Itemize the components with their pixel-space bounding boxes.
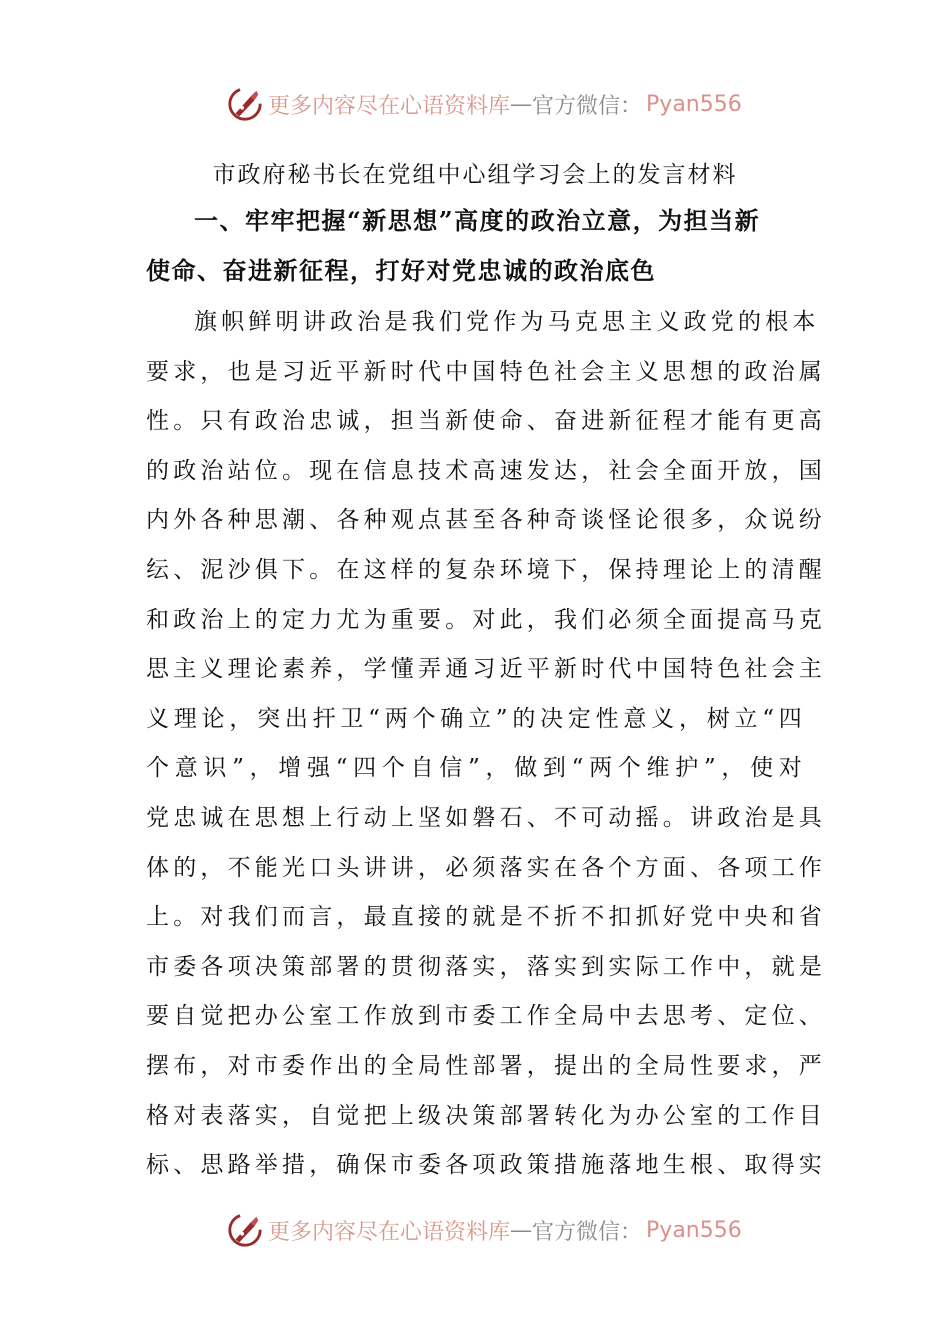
body-line: 体的，不能光口头讲讲，必须落实在各个方面、各项工作 xyxy=(146,854,826,881)
body-line: 党忠诚在思想上行动上坚如磐石、不可动摇。讲政治是具 xyxy=(146,804,826,831)
body-line: 市委各项决策部署的贯彻落实，落实到实际工作中，就是 xyxy=(146,953,826,980)
banner-dash: — xyxy=(510,1217,533,1243)
quill-pen-logo-icon xyxy=(226,1211,264,1249)
body-line: 格对表落实，自觉把上级决策部署转化为办公室的工作目 xyxy=(146,1102,826,1129)
heading-line: 一、牢牢把握“新思想”高度的政治立意，为担当新 xyxy=(194,206,761,235)
body-line: 上。对我们而言，最直接的就是不折不扣抓好党中央和省 xyxy=(146,904,826,931)
body-line: 摆布，对市委作出的全局性部署，提出的全局性要求，严 xyxy=(146,1052,826,1079)
body-line: 个意识”，增强“四个自信”，做到“两个维护”，使对 xyxy=(146,755,806,782)
body-line: 纭、泥沙俱下。在这样的复杂环境下，保持理论上的清醒 xyxy=(146,556,826,583)
body-line: 要求，也是习近平新时代中国特色社会主义思想的政治属 xyxy=(146,358,826,385)
body-paragraph xyxy=(146,298,826,1191)
banner-wechat-id: Pyan556 xyxy=(646,1217,742,1243)
body-line: 标、思路举措，确保市委各项政策措施落地生根、取得实 xyxy=(146,1152,826,1179)
section-heading xyxy=(146,196,811,296)
watermark-banner-bottom xyxy=(226,1210,742,1250)
body-line: 义理论，突出扞卫“两个确立”的决定性意义，树立“四 xyxy=(146,705,806,732)
body-line: 旗帜鲜明讲政治是我们党作为马克思主义政党的根本 xyxy=(194,309,820,335)
banner-wechat-id: Pyan556 xyxy=(646,91,742,117)
banner-dash: — xyxy=(510,91,533,117)
body-line: 的政治站位。现在信息技术高速发达，社会全面开放，国 xyxy=(146,457,826,484)
watermark-banner-top xyxy=(226,84,742,124)
heading-line: 使命、奋进新征程，打好对党忠诚的政治底色 xyxy=(146,256,656,285)
body-line: 思主义理论素养，学懂弄通习近平新时代中国特色社会主 xyxy=(146,656,826,683)
body-line: 内外各种思潮、各种观点甚至各种奇谈怪论很多，众说纷 xyxy=(146,507,826,534)
quill-pen-logo-icon xyxy=(226,85,264,123)
body-line: 性。只有政治忠诚，担当新使命、奋进新征程才能有更高 xyxy=(146,408,826,435)
banner-site-text: 更多内容尽在心语资料库 xyxy=(268,93,511,119)
banner-wechat-label: 官方微信： xyxy=(532,93,643,119)
document-title: 市政府秘书长在党组中心组学习会上的发言材料 xyxy=(212,162,738,188)
body-line: 和政治上的定力尤为重要。对此，我们必须全面提高马克 xyxy=(146,606,826,633)
body-line: 要自觉把办公室工作放到市委工作全局中去思考、定位、 xyxy=(146,1003,826,1030)
banner-wechat-label: 官方微信： xyxy=(532,1219,643,1245)
banner-site-text: 更多内容尽在心语资料库 xyxy=(268,1219,511,1245)
